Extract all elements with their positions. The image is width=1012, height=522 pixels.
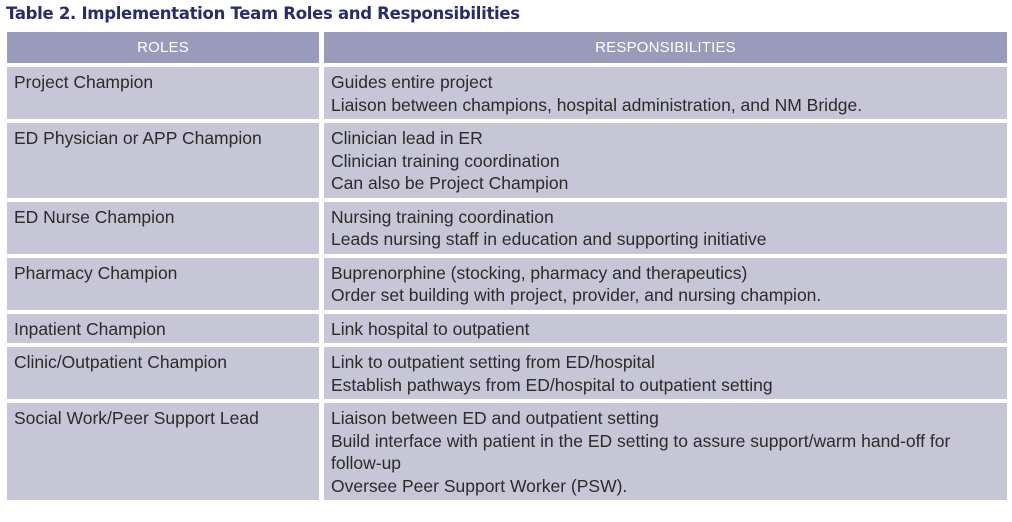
responsibility-line: Liaison between ED and outpatient setting (331, 408, 659, 428)
role-cell: ED Physician or APP Champion (7, 123, 319, 198)
role-cell: Inpatient Champion (7, 314, 319, 344)
responsibility-line: Order set building with project, provider, and nursing champion. (331, 285, 822, 305)
responsibility-line: Link to outpatient setting from ED/hospital (331, 352, 655, 372)
responsibility-line: Oversee Peer Support Worker (PSW). (331, 475, 628, 496)
responsibilities-cell (324, 202, 1007, 254)
responsibilities-cell (324, 123, 1007, 198)
responsibility-line: Leads nursing staff in education and supporting initiative (331, 229, 767, 249)
responsibility-line: Liaison between champions, hospital administration, and NM Bridge. (331, 94, 863, 115)
table-header-row (7, 32, 1007, 63)
responsibilities-cell (324, 258, 1007, 310)
table-row (7, 347, 1007, 399)
responsibility-line: Link hospital to outpatient (331, 318, 530, 339)
header-roles: ROLES (7, 32, 319, 63)
responsibility-line: Buprenorphine (stocking, pharmacy and therapeutics) (331, 262, 748, 283)
responsibility-line: Clinician lead in ER (331, 128, 483, 148)
responsibility-line: Build interface with patient in the ED setting to assure support/warm hand-off for follow-up (331, 430, 951, 473)
table-row (7, 67, 1007, 119)
role-cell: Clinic/Outpatient Champion (7, 347, 319, 399)
table-caption: Table 2. Implementation Team Roles and Responsibilities (6, 4, 520, 23)
table-row (7, 258, 1007, 310)
role-cell: ED Nurse Champion (7, 202, 319, 254)
responsibility-line: Establish pathways from ED/hospital to outpatient setting (331, 374, 773, 395)
responsibility-line: Guides entire project (331, 72, 493, 92)
responsibilities-cell (324, 67, 1007, 119)
responsibility-line: Can also be Project Champion (331, 173, 569, 193)
table-row (7, 314, 1007, 344)
table-row (7, 403, 1007, 500)
roles-table (2, 28, 1012, 504)
responsibility-line: Clinician training coordination (331, 150, 560, 171)
responsibilities-cell (324, 347, 1007, 399)
responsibilities-cell (324, 403, 1007, 500)
responsibilities-cell (324, 314, 1007, 344)
table-row (7, 123, 1007, 198)
table-row (7, 202, 1007, 254)
role-cell: Project Champion (7, 67, 319, 119)
role-cell: Social Work/Peer Support Lead (7, 403, 319, 500)
header-responsibilities: RESPONSIBILITIES (324, 32, 1007, 63)
role-cell: Pharmacy Champion (7, 258, 319, 310)
responsibility-line: Nursing training coordination (331, 206, 554, 227)
